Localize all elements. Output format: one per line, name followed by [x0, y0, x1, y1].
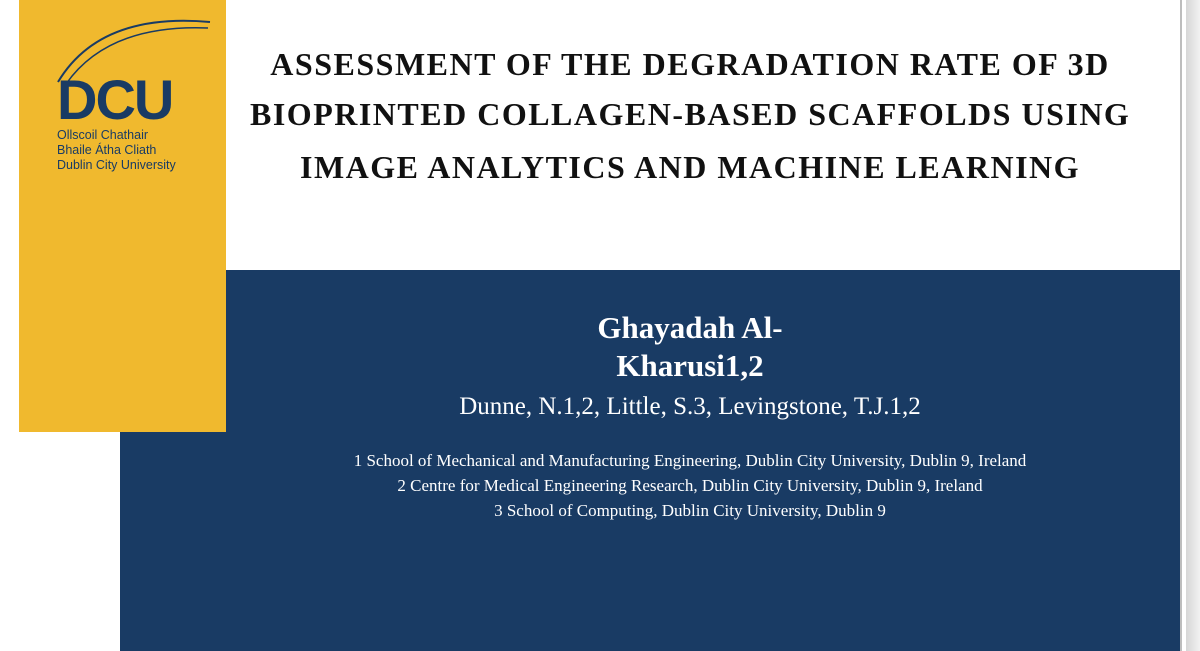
logo-line-english: Dublin City University: [57, 158, 176, 172]
logo-line-irish-2: Bhaile Átha Cliath: [57, 143, 157, 157]
logo-line-irish-1: Ollscoil Chathair: [57, 128, 149, 142]
page-edge-line: [1180, 0, 1182, 651]
coauthors: Dunne, N.1,2, Little, S.3, Levingstone, T.J.1,2: [459, 393, 921, 420]
title-line-3: IMAGE ANALYTICS AND MACHINE LEARNING: [299, 149, 1081, 185]
presenter-name-line-1: Ghayadah Al-: [597, 310, 783, 345]
affiliation-1: 1 School of Mechanical and Manufacturing Engineering, Dublin City University, Dublin 9, Ireland: [353, 451, 1027, 470]
presenter-name-line-2: Kharusi1,2: [616, 348, 764, 383]
affiliation-3: 3 School of Computing, Dublin City University, Dublin 9: [494, 501, 886, 520]
title-line-2: BIOPRINTED COLLAGEN-BASED SCAFFOLDS USING: [250, 96, 1131, 132]
dcu-logo-panel: [19, 0, 226, 432]
page-edge-shadow: [1186, 0, 1200, 651]
logo-wordmark: DCU: [57, 68, 173, 131]
title-line-1: ASSESSMENT OF THE DEGRADATION RATE OF 3D: [270, 46, 1110, 82]
logo-university-name: [57, 128, 176, 173]
affiliation-2: 2 Centre for Medical Engineering Research, Dublin City University, Dublin 9, Ireland: [397, 476, 983, 495]
